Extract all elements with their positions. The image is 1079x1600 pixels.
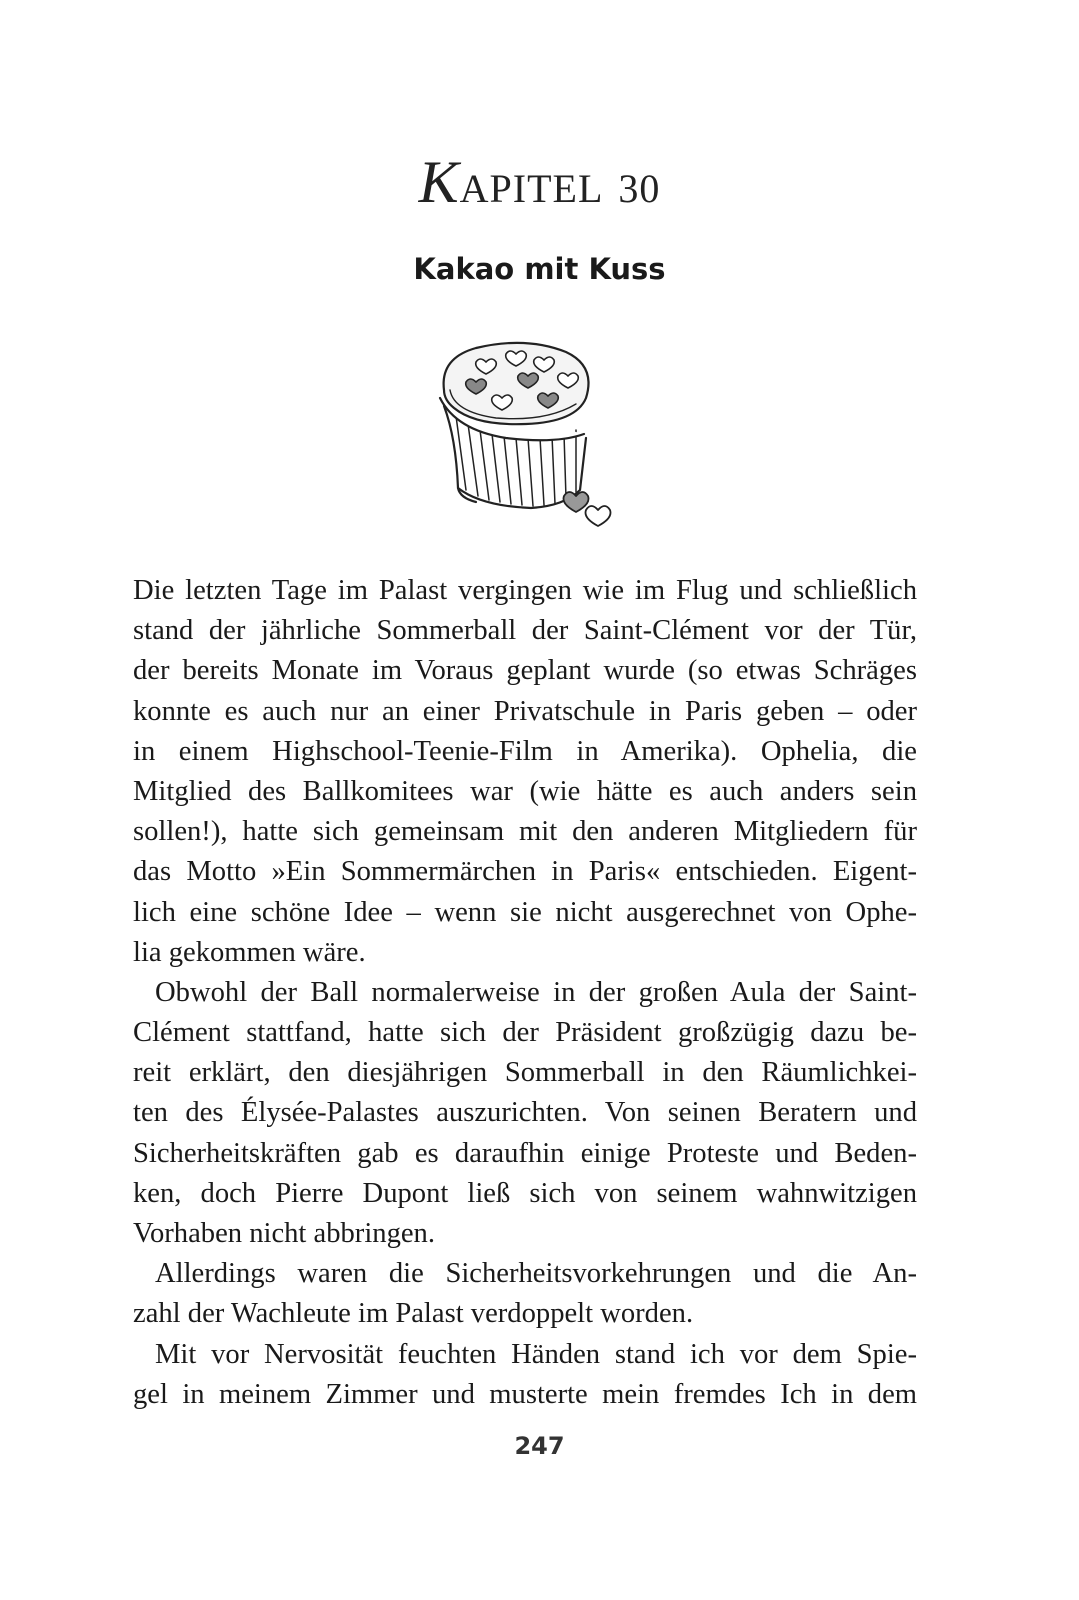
text-line: Sicherheitskräften gab es daraufhin einige Proteste und Beden-	[133, 1137, 917, 1169]
chapter-subtitle: Kakao mit Kuss	[413, 252, 666, 286]
text-line: konnte es auch nur an einer Privatschule in Paris geben – oder	[133, 695, 917, 727]
text-line: Vorhaben nicht abbringen.	[133, 1218, 436, 1249]
chapter-initial: K	[418, 149, 460, 215]
text-line: lich eine schöne Idee – wenn sie nicht ausgerechnet von Ophe-	[133, 896, 917, 928]
text-line: der bereits Monate im Voraus geplant wurde (so etwas Schräges	[133, 655, 917, 687]
text-line: Mit vor Nervosität feuchten Händen stand ich vor dem Spie-	[155, 1338, 917, 1370]
text-line: Clément stattfand, hatte sich der Präsident großzügig dazu be-	[133, 1017, 917, 1049]
text-line: zahl der Wachleute im Palast verdoppelt worden.	[133, 1298, 694, 1330]
cupcake-with-hearts-icon	[436, 338, 632, 538]
text-line: gel in meinem Zimmer und musterte mein fremdes Ich in dem	[133, 1378, 917, 1410]
text-line: Obwohl der Ball normalerweise in der großen Aula der Saint-	[155, 976, 917, 1008]
text-line: Die letzten Tage im Palast vergingen wie im Flug und schließlich	[133, 575, 917, 606]
page-number: 247	[514, 1432, 565, 1460]
text-line: in einem Highschool-Teenie-Film in Amerika). Ophelia, die	[133, 735, 917, 767]
body-text	[133, 571, 917, 1415]
text-line: ten des Élysée-Palastes auszurichten. Von seinen Beratern und	[133, 1097, 917, 1129]
text-line: Allerdings waren die Sicherheitsvorkehrungen und die An-	[155, 1258, 917, 1290]
text-line: ken, doch Pierre Dupont ließ sich von seinem wahnwitzigen	[133, 1177, 917, 1209]
chapter-word: APITEL	[459, 166, 604, 211]
text-line: das Motto »Ein Sommermärchen in Paris« entschieden. Eigent-	[133, 856, 917, 888]
text-line: sollen!), hatte sich gemeinsam mit den anderen Mitgliedern für	[133, 816, 917, 848]
chapter-title	[0, 140, 1079, 224]
text-line: lia gekommen wäre.	[133, 936, 366, 968]
text-line: stand der jährliche Sommerball der Saint-Clément vor der Tür,	[133, 615, 917, 647]
text-line: reit erklärt, den diesjährigen Sommerball in den Räumlichkei-	[133, 1057, 917, 1089]
text-line: Mitglied des Ballkomitees war (wie hätte es auch anders sein	[133, 775, 917, 807]
chapter-number: 30	[618, 166, 661, 211]
